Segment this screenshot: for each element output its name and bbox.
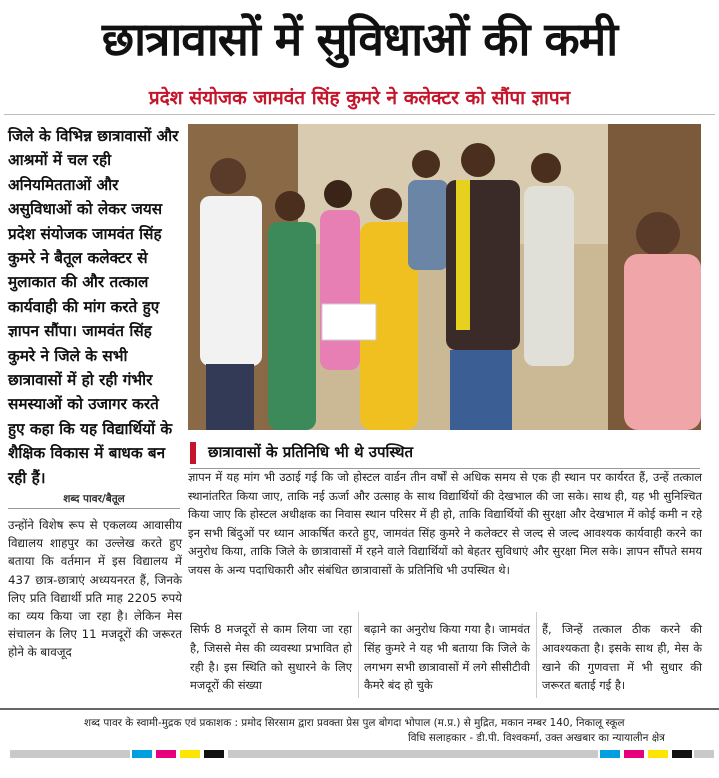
imprint-line: शब्द पावर के स्वामी-मुद्रक एवं प्रकाशक : प्रमोद सिरसाम द्वारा प्रवक्ता प्रेस पुल बोगदा भोपाल (म.प्र.) से मुद्रित, मकान नम्बर 140, निकालू स्कूल <box>84 717 625 729</box>
yellow-swatch <box>180 750 200 758</box>
byline: शब्द पावर/बैतूल <box>63 493 125 505</box>
body-column-3: हैं, जिन्हें तत्काल ठीक करने की आवश्यकता है। इसके साथ ही, मेस के खाने की गुणवत्ता में भी सुधार की जरूरत बताई गई है। <box>542 622 702 693</box>
print-registration-bar <box>228 750 598 758</box>
cyan-swatch <box>132 750 152 758</box>
crosshead <box>190 440 700 466</box>
body-column-2: बढ़ाने का अनुरोध किया गया है। जामवंत सिंह कुमरे ने यह भी बताया कि जिले के लगभग सभी छात्रावासों में लगे सीसीटीवी कैमरे बंद हो चुके <box>364 622 530 693</box>
divider <box>8 508 180 509</box>
magenta-swatch <box>624 750 644 758</box>
news-photo <box>188 124 701 430</box>
lead-column <box>8 124 180 490</box>
print-registration-bar <box>10 750 130 758</box>
photo-illustration <box>188 124 701 430</box>
accent-bar <box>190 442 196 464</box>
divider <box>4 114 715 115</box>
crosshead-text: छात्रावासों के प्रतिनिधि भी थे उपस्थित <box>208 443 414 461</box>
yellow-swatch <box>648 750 668 758</box>
print-registration-bar <box>694 750 714 758</box>
subheadline: प्रदेश संयोजक जामवंत सिंह कुमरे ने कलेक्टर को सौंपा ज्ञापन <box>148 87 571 109</box>
magenta-swatch <box>156 750 176 758</box>
legal-line: विधि सलाहकार - डी.पी. विश्वकर्मा, उक्त अखबार का न्यायालीन क्षेत्र <box>408 732 665 744</box>
lead-paragraph: जिले के विभिन्न छात्रावासों और आश्रमों में चल रही अनियमितताओं और असुविधाओं को लेकर जयस प्रदेश संयोजक जामवंत सिंह कुमरे ने बैतूल कलेक्टर से मुलाकात की और तत्काल कार्यवाही की मांग करते हुए ज्ञापन सौंपा। जामवंत सिंह कुमरे ने जिले के सभी छात्रावासों में हो रही गंभीर समस्याओं को उजागर करते हुए कहा कि यह विद्यार्थियों के शैक्षिक विकास में बाधक बन रही हैं। <box>8 127 179 487</box>
column-divider <box>536 612 537 698</box>
black-swatch <box>672 750 692 758</box>
cyan-swatch <box>600 750 620 758</box>
footer-divider <box>0 708 719 710</box>
column-divider <box>358 612 359 698</box>
body-column-1: सिर्फ 8 मजदूरों से काम लिया जा रहा है, जिससे मेस की व्यवस्था प्रभावित हो रही है। इस स्थिति को सुधारने के लिए मजदूरों की संख्या <box>190 622 352 693</box>
main-body-text: ज्ञापन में यह मांग भी उठाई गई कि जो होस्टल वार्डन तीन वर्षों से अधिक समय से एक ही स्थान पर कार्यरत हैं, उन्हें तत्काल स्थानांतरित किया जाए, ताकि नई ऊर्जा और उत्साह के साथ विद्यार्थियों की देखभाल की जा सके। साथ ही, यह भी सुनिश्चित किया जाए कि होस्टल अधीक्षक का निवास स्थान परिसर में ही हो, ताकि विद्यार्थियों की सुरक्षा और देखभाल में कोई कमी न रहे इन सभी बिंदुओं पर ध्यान आकर्षित करते हुए, जामवंत सिंह कुमरे ने कलेक्टर से जल्द से जल्द आवश्यक कार्यवाही करने का अनुरोध किया, ताकि जिले के छात्रावासों में रहने वाले विद्यार्थियों को बेहतर सुविधाएं और सुरक्षा मिल सके। ज्ञापन सौंपते समय जयस के अन्य पदाधिकारी और संबंधित छात्रावासों के प्रतिनिधि भी उपस्थित थे। <box>188 470 702 577</box>
black-swatch <box>204 750 224 758</box>
left-body-text: उन्होंने विशेष रूप से एकलव्य आवासीय विद्यालय शाहपुर का उल्लेख करते हुए बताया कि वर्तमान में इस विद्यालय में 437 छात्र-छात्राएं अध्ययनरत हैं, जिनके लिए प्रति विद्यार्थी प्रति माह 2205 रुपये का व्यय किया जा रहा है। लेकिन मेस संचालन के लिए 11 मजदूरों की जरूरत होने के बावजूद <box>8 518 182 660</box>
headline: छात्रावासों में सुविधाओं की कमी <box>101 12 618 66</box>
